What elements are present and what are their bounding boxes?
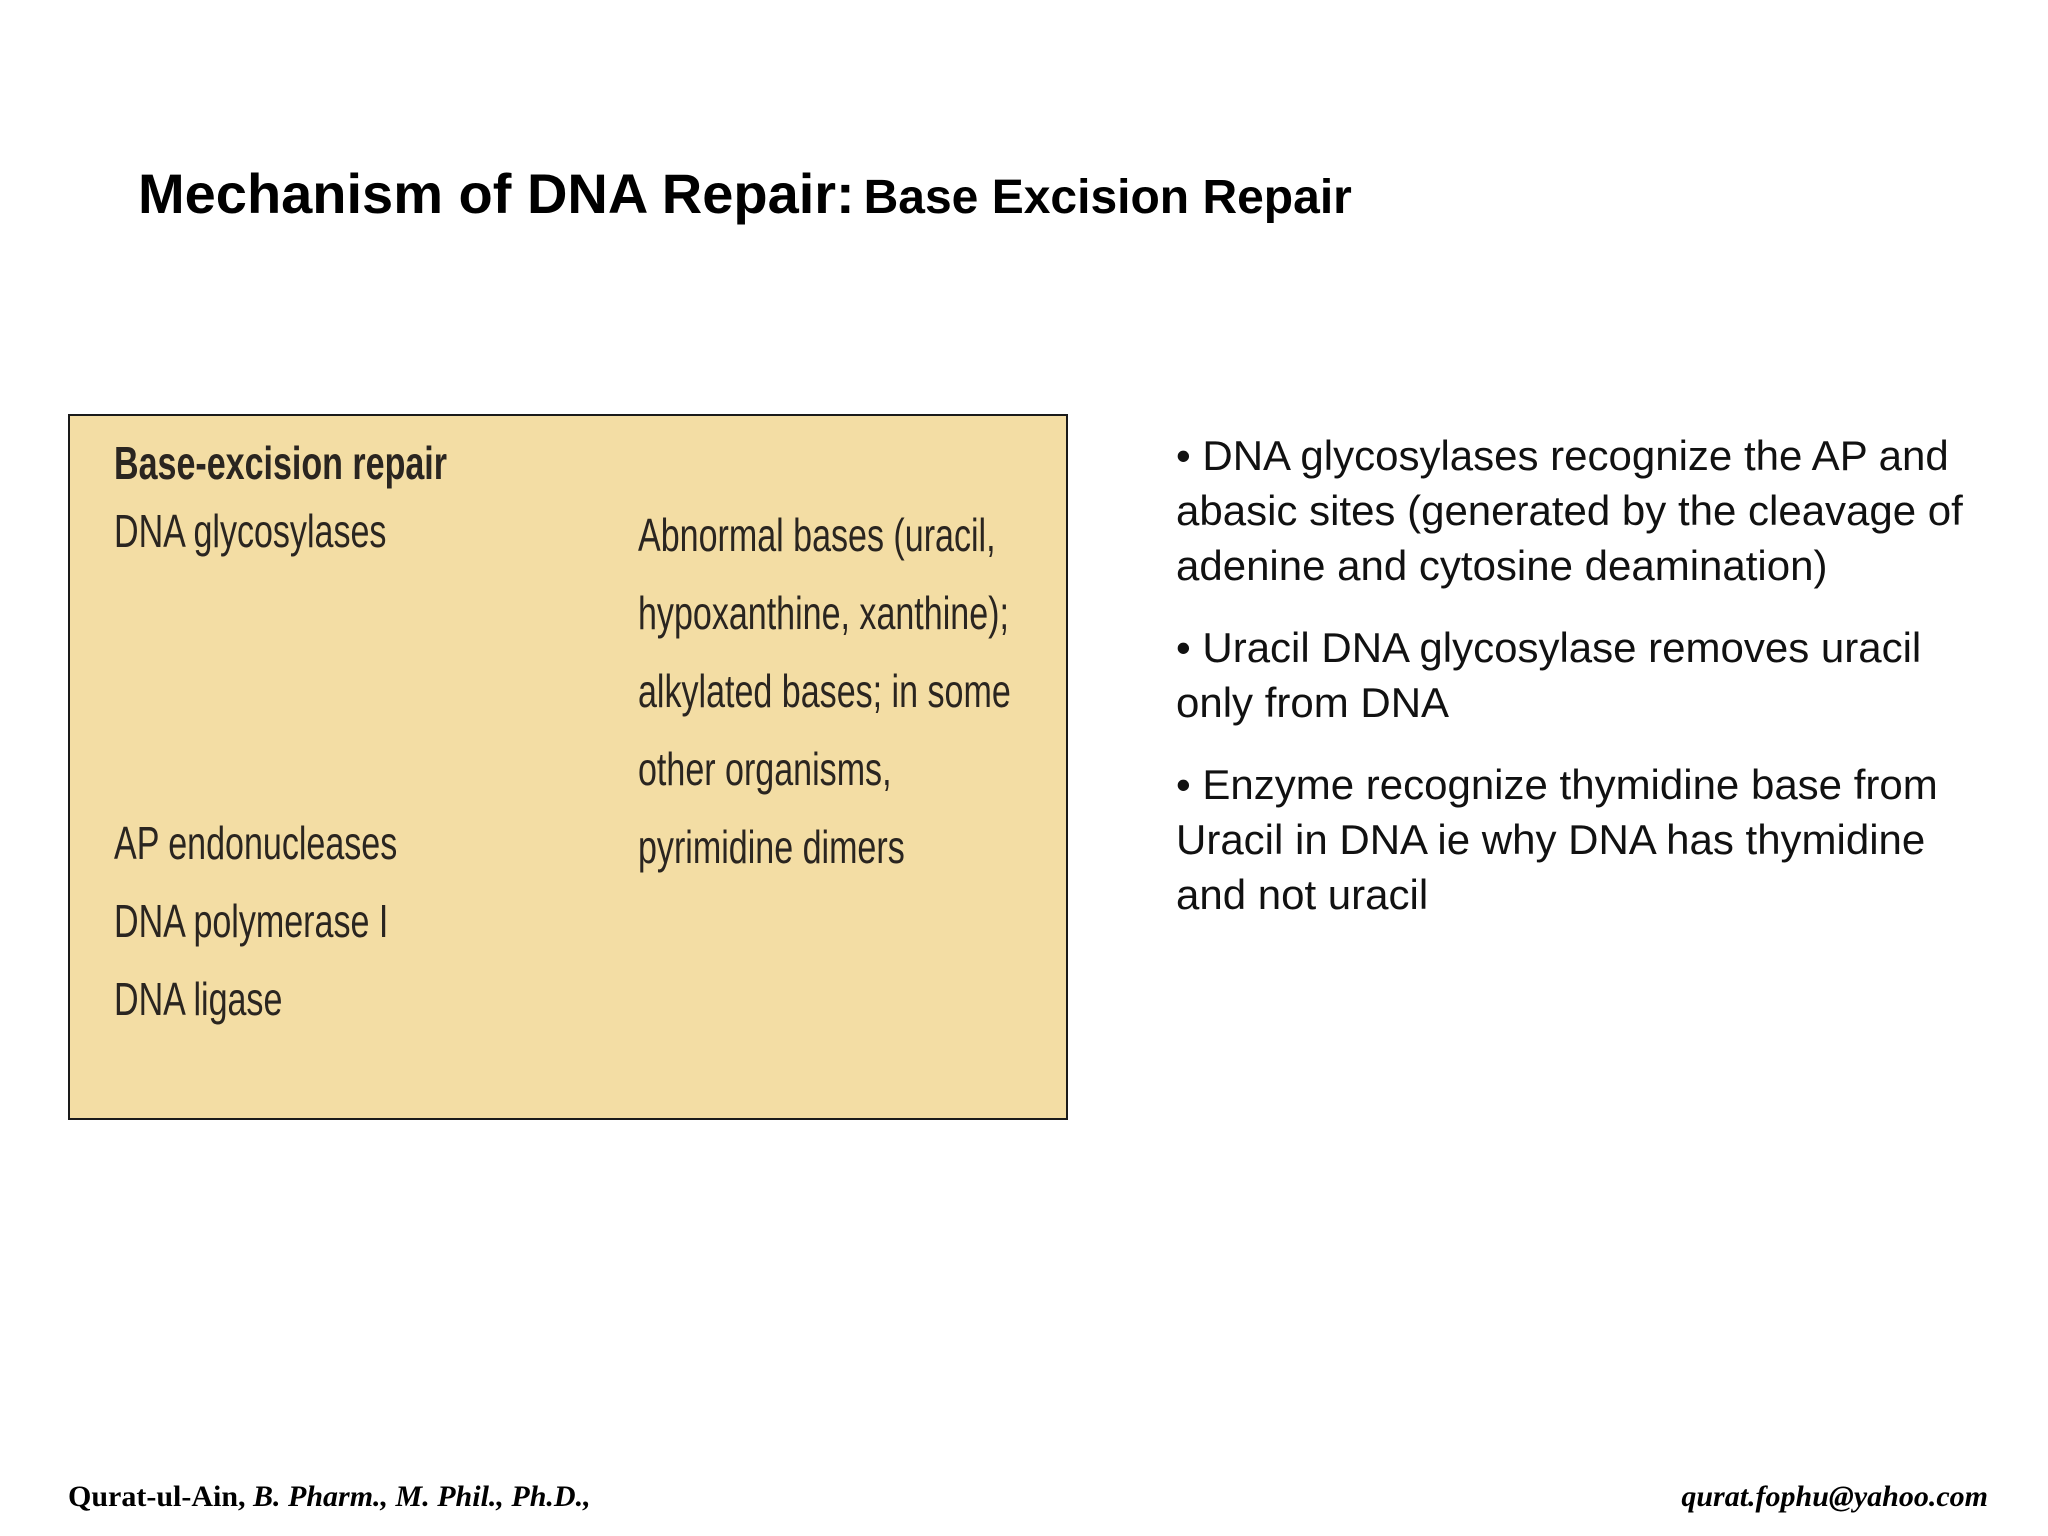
slide-title — [138, 160, 1352, 227]
enzyme-dna-ligase: DNA ligase — [114, 973, 283, 1025]
damage-line: pyrimidine dimers — [638, 821, 905, 873]
enzyme-ap-endonucleases: AP endonucleases — [114, 817, 398, 869]
slide-title-sub: Base Excision Repair — [863, 171, 1352, 224]
table-heading: Base-excision repair — [114, 437, 448, 489]
enzyme-dna-glycosylases: DNA glycosylases — [114, 505, 387, 557]
damage-line: alkylated bases; in some — [638, 665, 1011, 717]
author-name: Qurat-ul-Ain, — [68, 1480, 246, 1513]
damage-column — [638, 496, 1011, 886]
enzyme-dna-polymerase-i: DNA polymerase I — [114, 895, 389, 947]
enzyme-column-spacer — [114, 570, 397, 804]
bullet-list — [1176, 428, 2006, 949]
author-credentials: B. Pharm., M. Phil., Ph.D., — [253, 1480, 591, 1513]
footer-author — [68, 1480, 591, 1514]
damage-line: other organisms, — [638, 743, 892, 795]
footer-email: qurat.fophu@yahoo.com — [1681, 1480, 1988, 1513]
enzyme-column — [114, 492, 397, 1038]
damage-line: hypoxanthine, xanthine); — [638, 587, 1009, 639]
base-excision-repair-table-image — [68, 414, 1068, 1120]
bullet-item: • Uracil DNA glycosylase removes uracil only from DNA — [1176, 624, 1922, 726]
damage-line: Abnormal bases (uracil, — [638, 509, 996, 561]
bullet-item: • Enzyme recognize thymidine base from Uracil in DNA ie why DNA has thymidine and not uracil — [1176, 761, 1938, 918]
slide-title-main: Mechanism of DNA Repair: — [138, 162, 855, 225]
bullet-item: • DNA glycosylases recognize the AP and abasic sites (generated by the cleavage of adenine and cytosine deamination) — [1176, 432, 1963, 589]
